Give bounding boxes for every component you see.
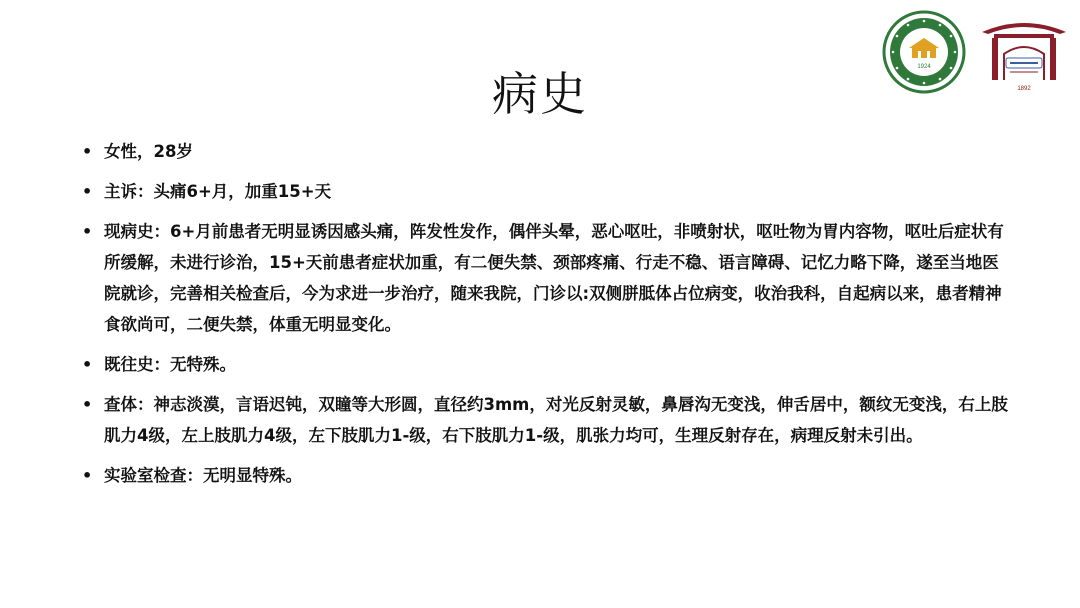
bullet-dot: • [82,355,93,374]
list-item-past-history [78,349,1008,380]
hospital-department-seal-icon [882,10,966,94]
list-item-present-illness [78,216,1008,340]
list-item-chief-complaint [78,176,1008,207]
bullet-dot: • [82,395,93,414]
history-list [78,136,1008,500]
bullet-dot: • [82,466,93,485]
item-label: 实验室检查： [104,466,203,485]
item-label: 查体： [104,395,154,414]
item-text: 女性，28岁 [104,142,193,161]
item-text: 无明显特殊。 [203,466,302,485]
item-text: 无特殊。 [170,355,236,374]
item-label: 现病史： [104,222,170,241]
seal-year: 1924 [917,64,931,70]
bullet-dot: • [82,142,93,161]
emblem-year: 1892 [1017,86,1031,92]
slide-title: 病史 [492,67,588,121]
item-text: 头痛6+月，加重15+天 [153,182,332,201]
item-text: 6+月前患者无明显诱因感头痛，阵发性发作，偶伴头晕，恶心呕吐，非喷射状，呕吐物为胃内容物，呕吐后症状有所缓解，未进行诊治，15+天前患者症状加重，有二便失禁、颈部疼痛、行走不稳、语言障碍、记忆力略下降，遂至当地医院就诊，完善相关检查后，今为求进一步治疗，随来我院，门诊以:双侧胼胝体占位病变，收治我科，自起病以来，患者精神食欲尚可，二便失禁，体重无明显变化。 [104,222,1004,334]
bullet-dot: • [82,222,93,241]
logo-group [882,10,1072,94]
item-label: 主诉： [104,182,154,201]
hospital-gate-emblem-icon [976,10,1072,94]
bullet-dot: • [82,182,93,201]
list-item-physical-exam [78,389,1008,451]
item-text: 神志淡漠，言语迟钝，双瞳等大形圆，直径约3mm，对光反射灵敏，鼻唇沟无变浅，伸舌居中，额纹无变浅，右上肢肌力4级，左上肢肌力4级，左下肢肌力1-级，右下肢肌力1-级，肌张力均可，生理反射存在，病理反射未引出。 [104,395,1008,445]
item-label: 既往史： [104,355,170,374]
list-item-lab-tests [78,460,1008,491]
list-item-basic-info [78,136,1008,167]
